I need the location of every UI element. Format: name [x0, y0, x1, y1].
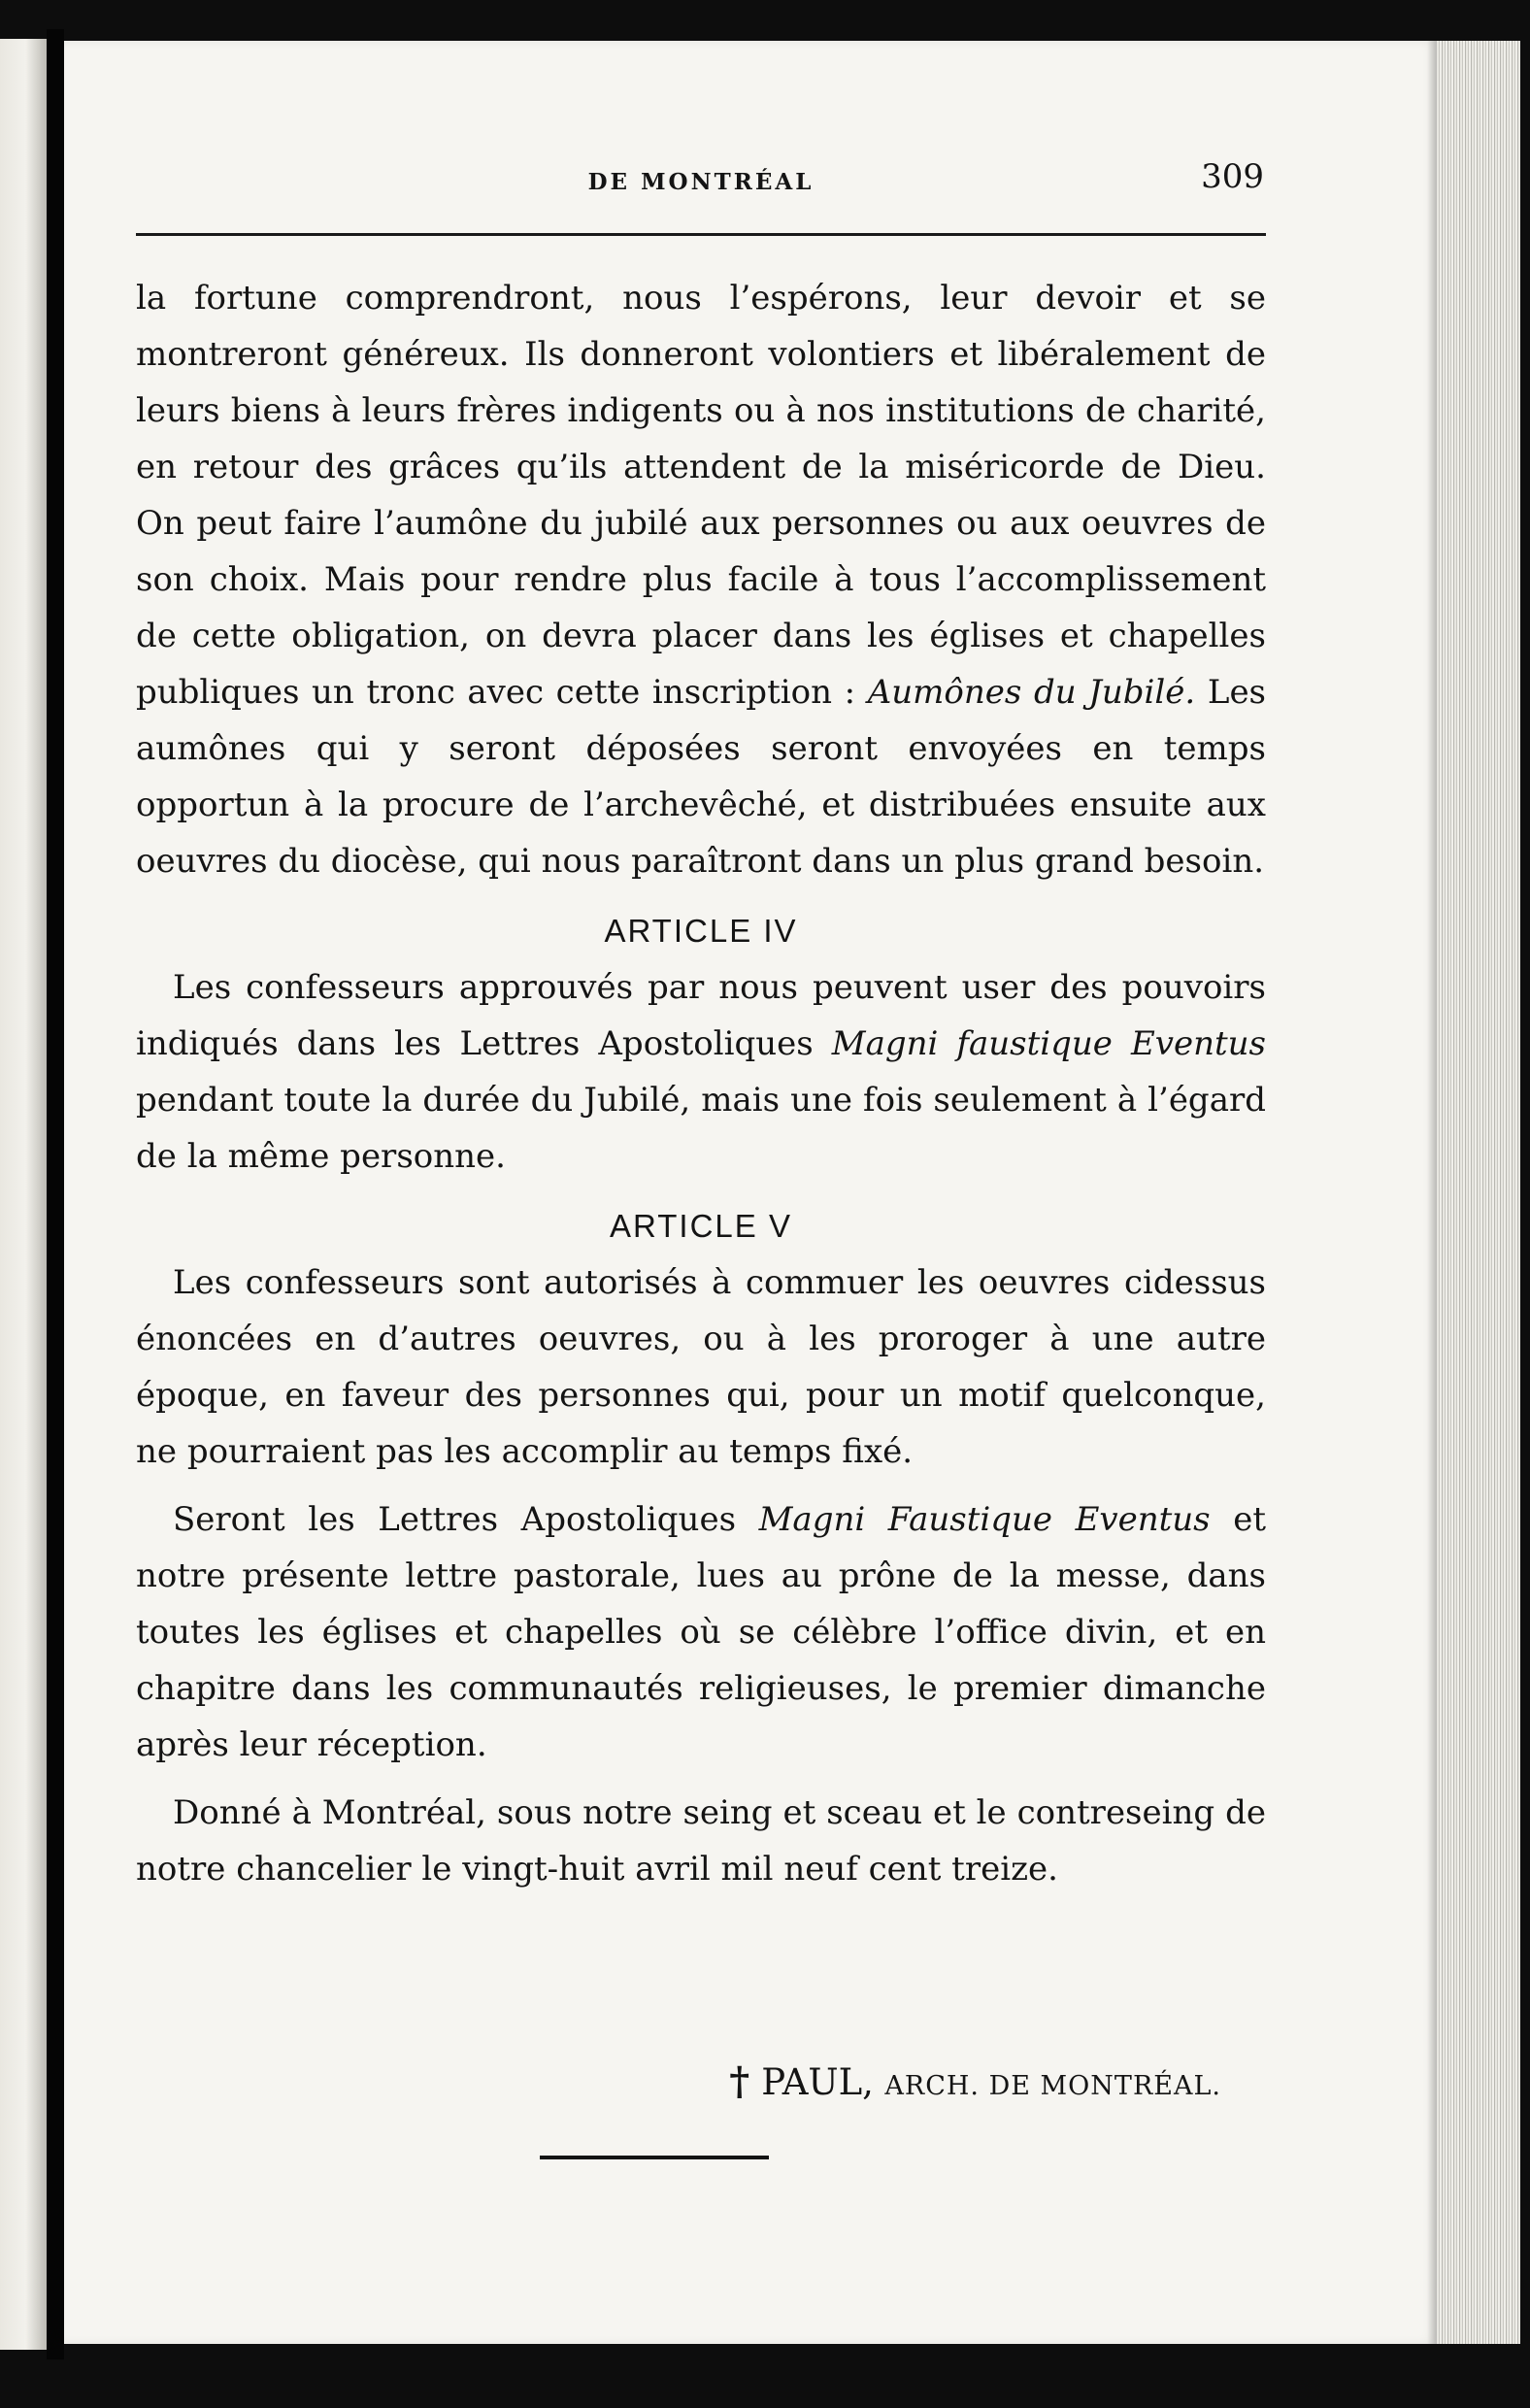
end-rule	[540, 2156, 769, 2159]
inscription-italic: Aumônes du Jubilé.	[867, 673, 1196, 712]
page-number: 309	[1201, 157, 1264, 196]
page-shadow	[1427, 41, 1437, 2344]
running-title: DE MONTRÉAL	[587, 169, 815, 195]
signature-title: ARCH. DE MONTRÉAL.	[884, 2071, 1221, 2101]
article-4-start: Les confesseurs approuvés par nous peuvent user des pouvoirs indiqués dans les Lettres Apostoliques	[136, 968, 1266, 1063]
signature-line	[729, 2053, 1221, 2116]
header-rule	[136, 233, 1266, 236]
article-4-text	[136, 959, 1266, 1185]
article-4-italic: Magni faustique Eventus	[831, 1024, 1266, 1063]
article-5-heading: ARTICLE V	[610, 1208, 792, 1244]
given-paragraph: Donné à Montréal, sous notre seing et sceau et le contreseing de notre chancelier le vingt-huit avril mil neuf cent treize.	[136, 1793, 1266, 1889]
article-5-text: Les confesseurs sont autorisés à commuer les oeuvres cidessus énoncées en d’autres oeuvres, ou à les proroger à une autre époque, en faveur des personnes qui, pour un motif quelconque, ne pourraient pas les accomplir au temps fixé.	[136, 1263, 1266, 1471]
cross-icon: †	[729, 2058, 750, 2104]
spacer	[136, 889, 1266, 903]
article-4-heading: ARTICLE IV	[604, 913, 798, 949]
article-4-end: pendant toute la durée du Jubilé, mais une fois seulement à l’égard de la même personne.	[136, 1081, 1266, 1176]
reading-italic: Magni Faustique Eventus	[758, 1500, 1211, 1539]
page-stack-edges	[1437, 41, 1520, 2344]
book-gutter	[47, 29, 64, 2359]
previous-page-edge	[0, 39, 47, 2350]
paragraph-alms-start: la fortune comprendront, nous l’espérons, leur devoir et se montreront généreux. Ils donneront volontiers et libéralement de leurs biens à leurs frères indigents ou à nos institutions de charité, en retour des grâces qu’ils attendent de la miséricorde de Dieu. On peut faire l’aumône du jubilé aux personnes ou aux oeuvres de son choix. Mais pour rendre plus facile à tous l’accomplissement de cette obligation, on devra placer dans les églises et chapelles publiques un tronc avec cette inscription :	[136, 279, 1266, 712]
signature-block	[136, 2053, 1266, 2111]
paragraph-alms	[136, 270, 1266, 889]
reading-end: et notre présente lettre pastorale, lues au prône de la messe, dans toutes les églises et chapelles où se célèbre l’office divin, et en chapitre dans les communautés religieuses, le premier dimanche après leur réception.	[136, 1500, 1267, 1764]
reading-start: Seront les Lettres Apostoliques	[173, 1500, 737, 1539]
reading-paragraph	[136, 1491, 1266, 1773]
spacer	[136, 1480, 1266, 1491]
book-page	[64, 41, 1437, 2344]
page-body	[136, 270, 1266, 1897]
paragraph-alms-end: Les aumônes qui y seront déposées seront envoyées en temps opportun à la procure de l’archevêché, et distribuées ensuite aux oeuvres du diocèse, qui nous paraîtront dans un plus grand besoin.	[136, 673, 1267, 881]
spacer	[136, 1773, 1266, 1785]
running-head	[136, 157, 1266, 204]
signature-name: PAUL,	[761, 2061, 874, 2103]
spacer	[136, 1185, 1266, 1198]
